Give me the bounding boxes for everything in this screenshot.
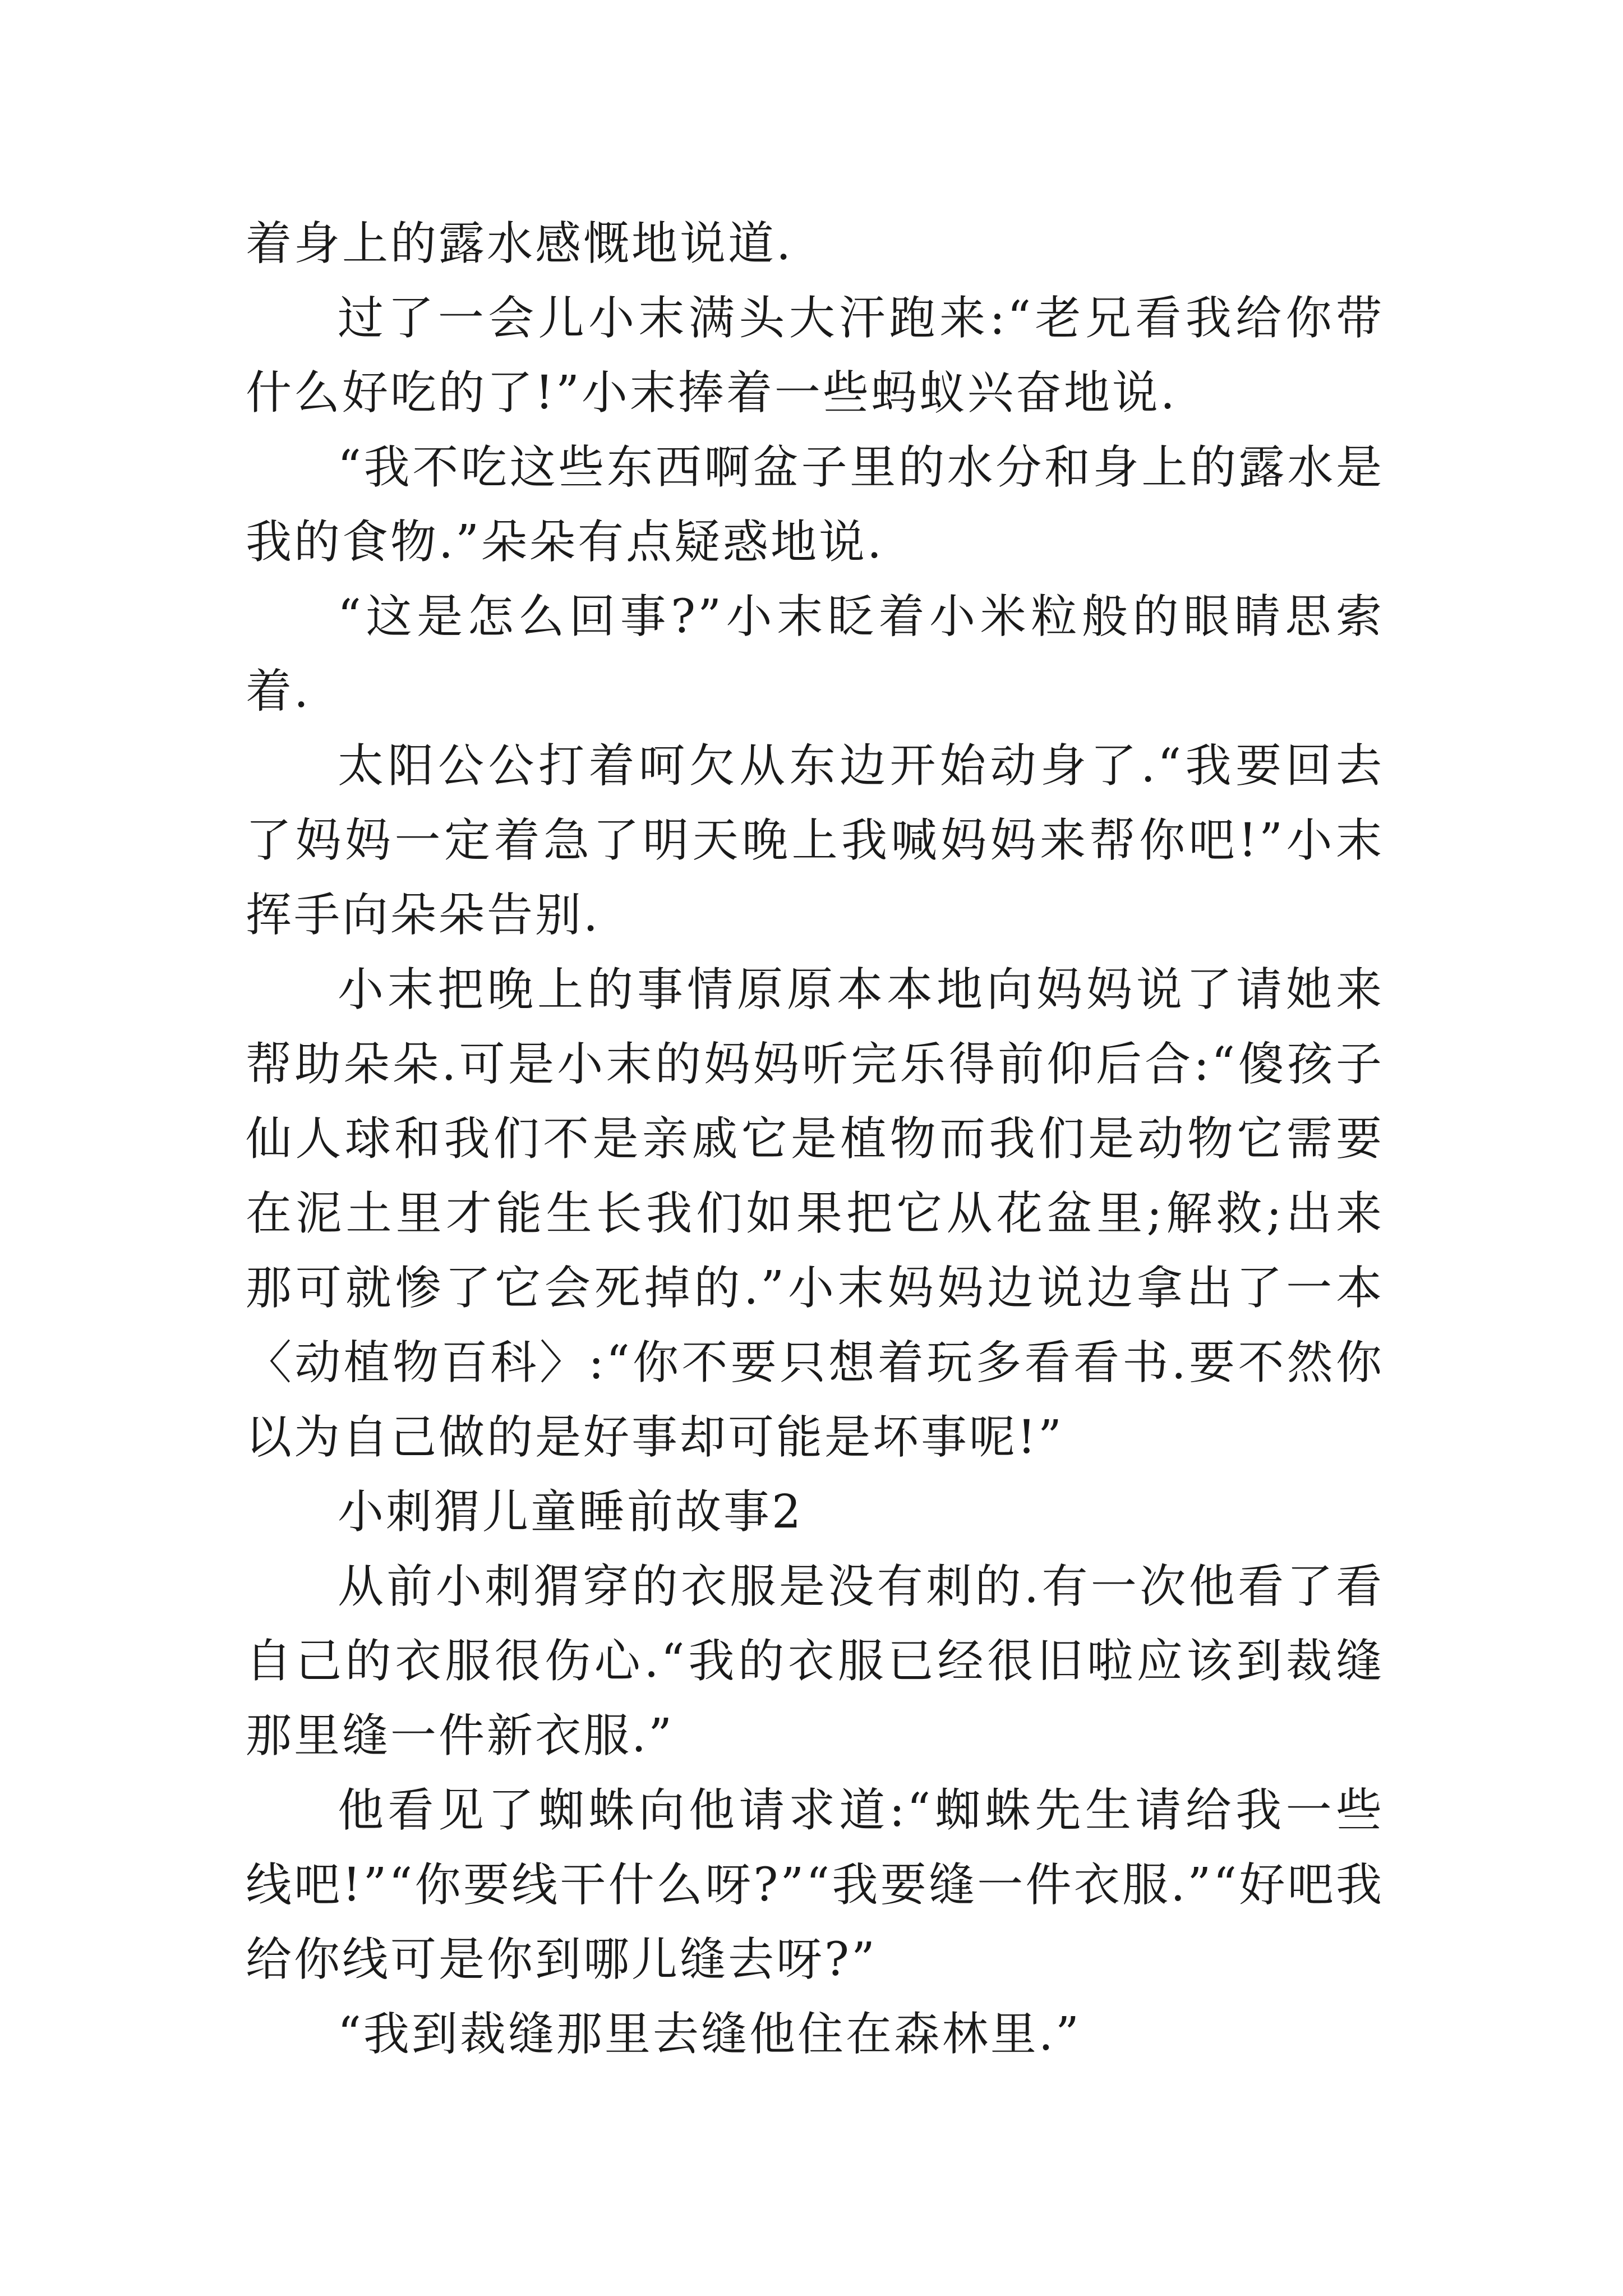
paragraph-1: 着身上的露水感慨地说道.	[246, 217, 794, 270]
story-heading: 小刺猬儿童睡前故事2	[338, 1485, 804, 1539]
story-text-body	[246, 206, 1384, 2072]
paragraph-3: “我不吃这些东西啊盆子里的水分和身上的露水是我的食物.”朵朵有点疑惑地说.	[246, 441, 1384, 569]
paragraph-2: 过了一会儿小末满头大汗跑来:“老兄看我给你带什么好吃的了!”小末捧着一些蚂蚁兴奋地说.	[246, 292, 1384, 420]
paragraph-10: “我到裁缝那里去缝他住在森林里.”	[338, 2008, 1081, 2061]
paragraph-6: 小末把晚上的事情原原本本地向妈妈说了请她来帮助朵朵.可是小末的妈妈听完乐得前仰后合:“傻孩子仙人球和我们不是亲戚它是植物而我们是动物它需要在泥土里才能生长我们如果把它从花盆里;解救;出来那可就惨了它会死掉的.”小末妈妈边说边拿出了一本〈动植物百科〉:“你不要只想着玩多看看书.要不然你以为自己做的是好事却可能是坏事呢!”	[246, 963, 1384, 1464]
paragraph-4: “这是怎么回事?”小末眨着小米粒般的眼睛思索着.	[246, 590, 1384, 718]
paragraph-8: 从前小刺猬穿的衣服是没有刺的.有一次他看了看自己的衣服很伤心.“我的衣服已经很旧啦应该到裁缝那里缝一件新衣服.”	[246, 1560, 1384, 1763]
paragraph-5: 太阳公公打着呵欠从东边开始动身了.“我要回去了妈妈一定着急了明天晚上我喊妈妈来帮你吧!”小末挥手向朵朵告别.	[246, 739, 1384, 942]
paragraph-9: 他看见了蜘蛛向他请求道:“蜘蛛先生请给我一些线吧!”“你要线干什么呀?”“我要缝一件衣服.”“好吧我给你线可是你到哪儿缝去呀?”	[246, 1784, 1384, 1986]
